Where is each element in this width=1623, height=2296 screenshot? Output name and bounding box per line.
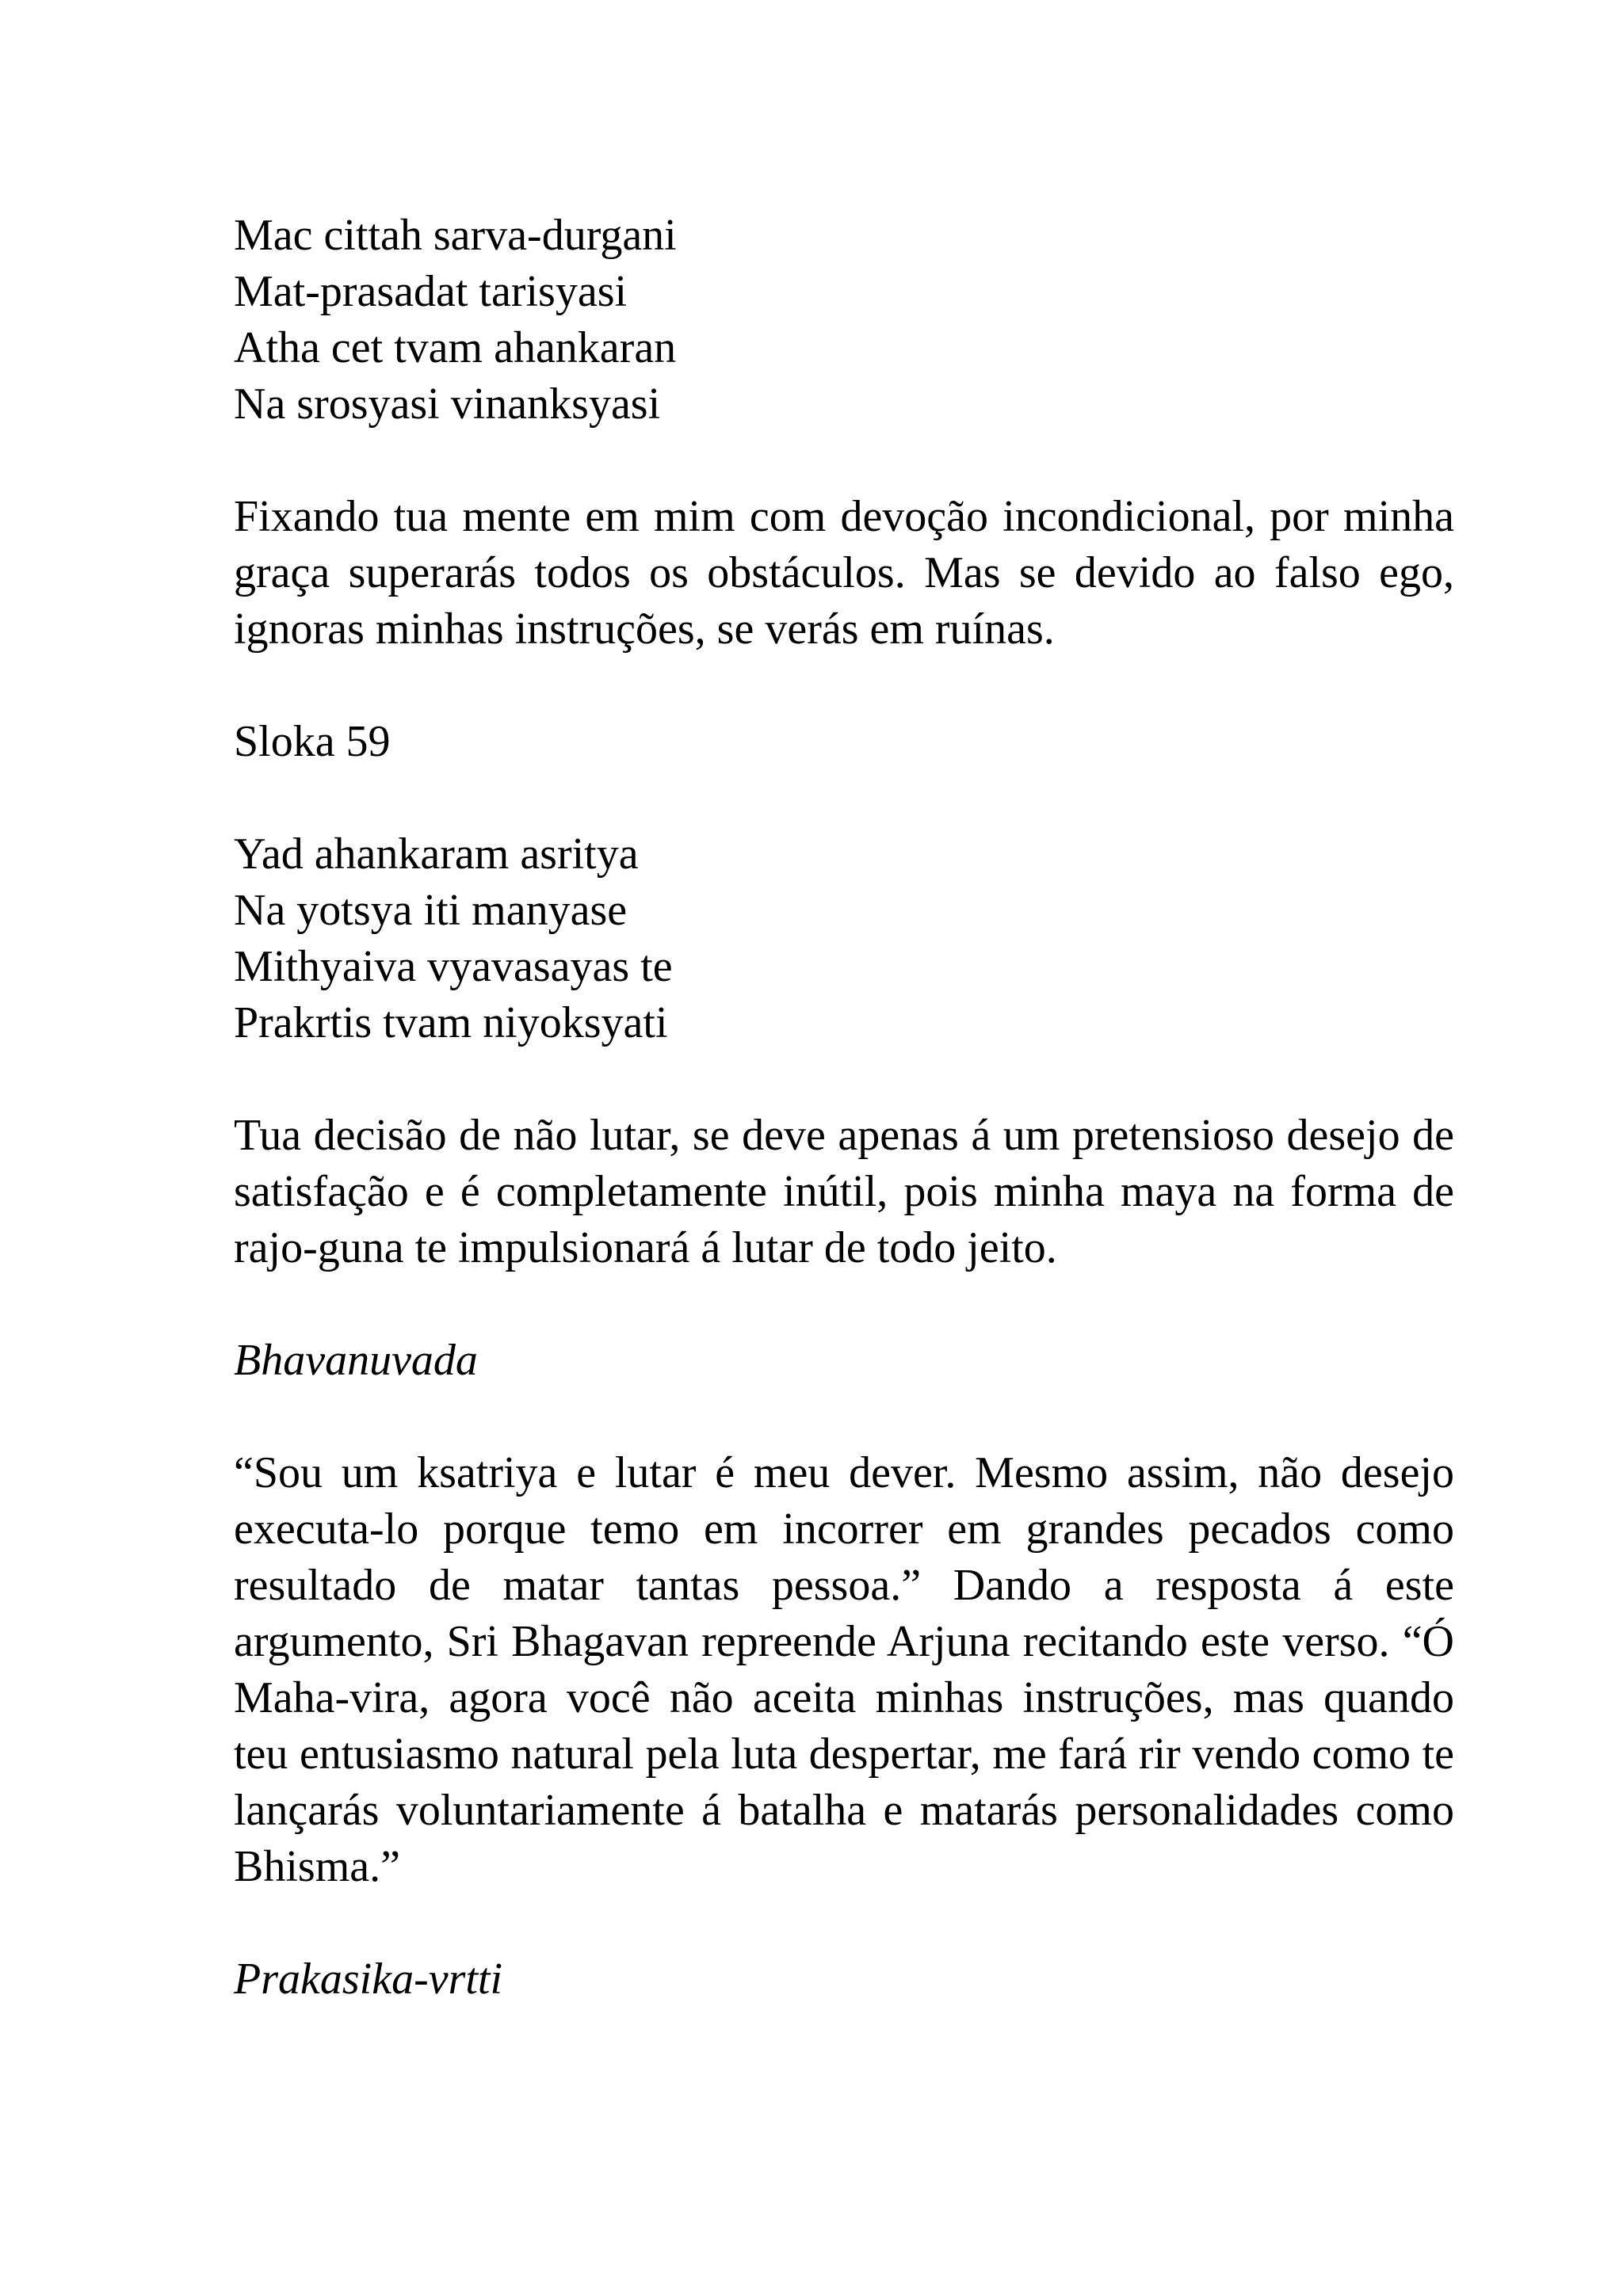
verse-sanskrit-59: [234, 826, 1454, 1051]
document-page: [234, 208, 1454, 2008]
verse-line: Na yotsya iti manyase: [234, 886, 628, 935]
spacer: [234, 1051, 1454, 1108]
verse-sanskrit-top: [234, 208, 1454, 433]
verse-line: Yad ahankaram asritya: [234, 830, 639, 879]
translation-paragraph-top: Fixando tua mente em mim com devoção incondicional, por minha graça superarás todos os obstáculos. Mas se devido ao falso ego, ignoras minhas instruções, se verás em ruínas.: [234, 492, 1454, 654]
sloka-heading: Sloka 59: [234, 717, 391, 766]
prakasika-heading: Prakasika-vrtti: [234, 1955, 503, 2004]
verse-line: Prakrtis tvam niyoksyati: [234, 998, 668, 1047]
spacer: [234, 1389, 1454, 1445]
bhavanuvada-paragraph: “Sou um ksatriya e lutar é meu dever. Mesmo assim, não desejo executa-lo porque temo em incorrer em grandes pecados como resultado de matar tantas pessoa.” Dando a resposta á este argumento, Sri Bhagavan repreende Arjuna recitando este verso. “Ó Maha-vira, agora você não aceita minhas instruções, mas quando teu entusiasmo natural pela luta despertar, me fará rir vendo como te lançarás voluntariamente á batalha e matarás personalidades como Bhisma.”: [234, 1448, 1454, 1891]
spacer: [234, 433, 1454, 489]
verse-line: Atha cet tvam ahankaran: [234, 323, 677, 372]
spacer: [234, 770, 1454, 826]
verse-line: Na srosyasi vinanksyasi: [234, 379, 661, 429]
translation-paragraph-59: Tua decisão de não lutar, se deve apenas á um pretensioso desejo de satisfação e é completamente inútil, pois minha maya na forma de rajo-guna te impulsionará á lutar de todo jeito.: [234, 1111, 1454, 1272]
verse-line: Mat-prasadat tarisyasi: [234, 267, 628, 316]
verse-line: Mithyaiva vyavasayas te: [234, 942, 673, 991]
spacer: [234, 1276, 1454, 1333]
spacer: [234, 658, 1454, 714]
verse-line: Mac cittah sarva-durgani: [234, 211, 677, 260]
bhavanuvada-heading: Bhavanuvada: [234, 1336, 478, 1385]
spacer: [234, 1895, 1454, 1951]
